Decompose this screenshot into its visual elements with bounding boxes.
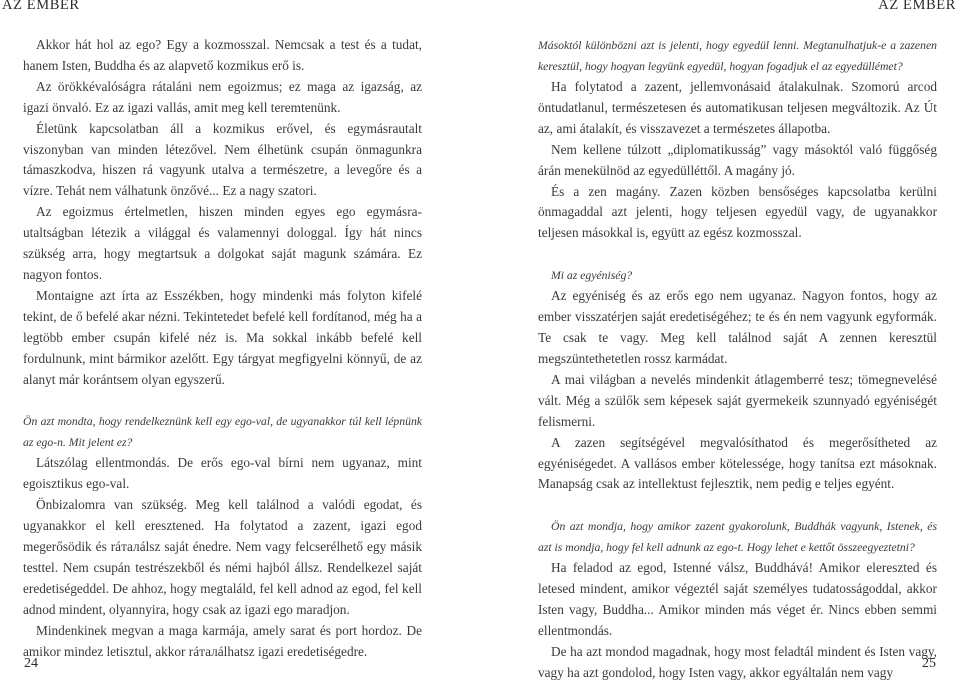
paragraph: Látszólag ellentmondás. De erős ego-val bírni nem ugyanaz, mint egoisztikus ego-val.: [23, 455, 422, 492]
paragraph: Életünk kapcsolatban áll a kozmikus erővel, és egymásrautalt viszonyban van minden létezővel. Nem élhetünk csupán önmagunkra támaszkodva, hiszen rá vagyunk utalva a természetre, a levegőre és a vízre. Tehát nem válhatunk önzővé... Ez a nagy szatori.: [23, 120, 422, 199]
interview-question: Mi az egyéniség?: [551, 269, 633, 283]
paragraph: Ha feladod az egod, Istenné válsz, Buddhává! Amikor elereszted és letesed mindent, amikor végeztél saját személyes tudatosságoddal, akkor Isten vagy, Buddha... Amikor minden más véget ér. Nincs ebben semmi ellentmondás.: [538, 560, 937, 639]
running-header-right: AZ EMBER: [878, 0, 956, 13]
paragraph: Akkor hát hol az ego? Egy a kozmosszal. Nemcsak a test és a tudat, hanem Isten, Buddha és az alapvető kozmikus erő is.: [23, 37, 422, 73]
paragraph: Az örökkévalóságra rátaláni nem egoizmus; ez maga az igazság, az igazi önvaló. Ez az igazi vallás, amit meg kell teremtenünk.: [23, 78, 422, 115]
paragraph: Az egoizmus értelmetlen, hiszen minden egyes ego egymásra-utaltságban létezik a világgal és valamennyi dologgal. Így hát nincs szükség arra, hogy megtartsuk a dolgokat saját magunk számára. Ez nagyon fontos.: [23, 204, 422, 282]
page-number-right: 25: [922, 656, 936, 671]
page-number-left: 24: [24, 656, 38, 671]
paragraph: A zazen segítségével megvalósíthatod és megerősítheted az egyéniségedet. A vallásos ember kötelessége, hogy tanítsa ezt másoknak. Manapság csak az intellektust fejlesztik, nem pedig e teljes egyént.: [538, 434, 937, 492]
section-gap: [538, 244, 937, 265]
paragraph: Montaigne azt írta az Esszékben, hogy mindenki más folyton kifelé tekint, de ő befelé akar nézni. Tekintetedet befelé kell fordítanod, még ha a legtöbb ember csupán kifelé néz is. Ma sokkal inkább befelé kell fordulnunk, mint bármikor azelőtt. Egy tárgyat megfigyelni könnyű, de az alanyt már korántsem olyan egyszerű.: [23, 287, 422, 387]
paragraph: És a zen magány. Zazen közben bensőséges kapcsolatba kerülni önmagaddal azt jelenti, hogy teljesen egyedül vagy, de ugyanakkor teljesen másokkal is, együtt az egész kozmosszal.: [538, 183, 937, 241]
right-page: [538, 35, 937, 684]
interview-question: Másoktól különbözni azt is jelenti, hogy egyedül lenni. Megtanulhatjuk-e a zazenen keresztül, hogy hogyan legyünk egyedül, hogyan fogadjuk el az egyedülléтet?: [538, 39, 937, 73]
interview-question: Ön azt mondta, hogy rendelkeznünk kell egy ego-val, de ugyanakkor túl kell lépnünk az ego-n. Mit jelent ez?: [23, 415, 422, 450]
paragraph: De ha azt mondod magadnak, hogy most feladtál mindent és Isten vagy, vagy ha azt gondolod, hogy Isten vagy, akkor egyáltalán nem vagy: [538, 643, 937, 680]
section-gap: [538, 495, 937, 516]
running-header-left: AZ EMBER: [2, 0, 80, 13]
paragraph: Nem kellene túlzott „diplomatikusság” vagy másoktól való függőség árán menekülnöd az egyedülléttől. A magány jó.: [538, 141, 937, 178]
section-gap: [23, 390, 422, 411]
paragraph: Az egyéniség és az erős ego nem ugyanaz. Nagyon fontos, hogy az ember visszatérjen saját eredetiségéhez; te és én nem vagyunk egyformák. Te csak te vagy. Meg kell találnod saját A zennen keresztül megszüntethetetlen rossz karmádat.: [538, 288, 937, 366]
paragraph: A mai világban a nevelés mindenkit átlagemberré tesz; tömegnevelésé vált. Még a szülők sem képesek saját gyermekeik szunnyadó egyéniségét felismerni.: [538, 371, 937, 429]
paragraph: Mindenkinek megvan a maga karmája, amely sarat és port hordoz. De amikor mindez letisztul, akkor ráталálhatsz igazi eredetiségedre.: [23, 622, 422, 659]
interview-question: Ön azt mondja, hogy amikor zazent gyakorolunk, Buddhák vagyunk, Istenek, és azt is mondja, hogy fel kell adnunk az ego-t. Hogy lehet e kettőt összeegyeztetni?: [538, 520, 937, 555]
left-page: [23, 35, 422, 662]
paragraph: Ha folytatod a zazent, jellemvonásaid átalakulnak. Szomorú arcod öntudatlanul, természetesen és automatikusan teljesen megváltozik. Az Út az, ami átalakít, és visszavezet a természetes állapotba.: [538, 79, 937, 136]
paragraph: Önbizalomra van szükség. Meg kell találnod a valódi egodat, és ugyanakkor el kell eresztened. Ha folytatod a zazent, igazi egod megerősödik és ráталálsz saját énedre. Nem vagy felcserélhető egy másik testtel. Nem csupán testrészekből és némi hajból állsz. Rendelkezel saját eredetiségeddel. De ahhoz, hogy megtaláld, fel kell adnod az egod, fel kell adnod mindent, olyannyira, hogy csak az igazi ego maradjon.: [23, 497, 422, 617]
